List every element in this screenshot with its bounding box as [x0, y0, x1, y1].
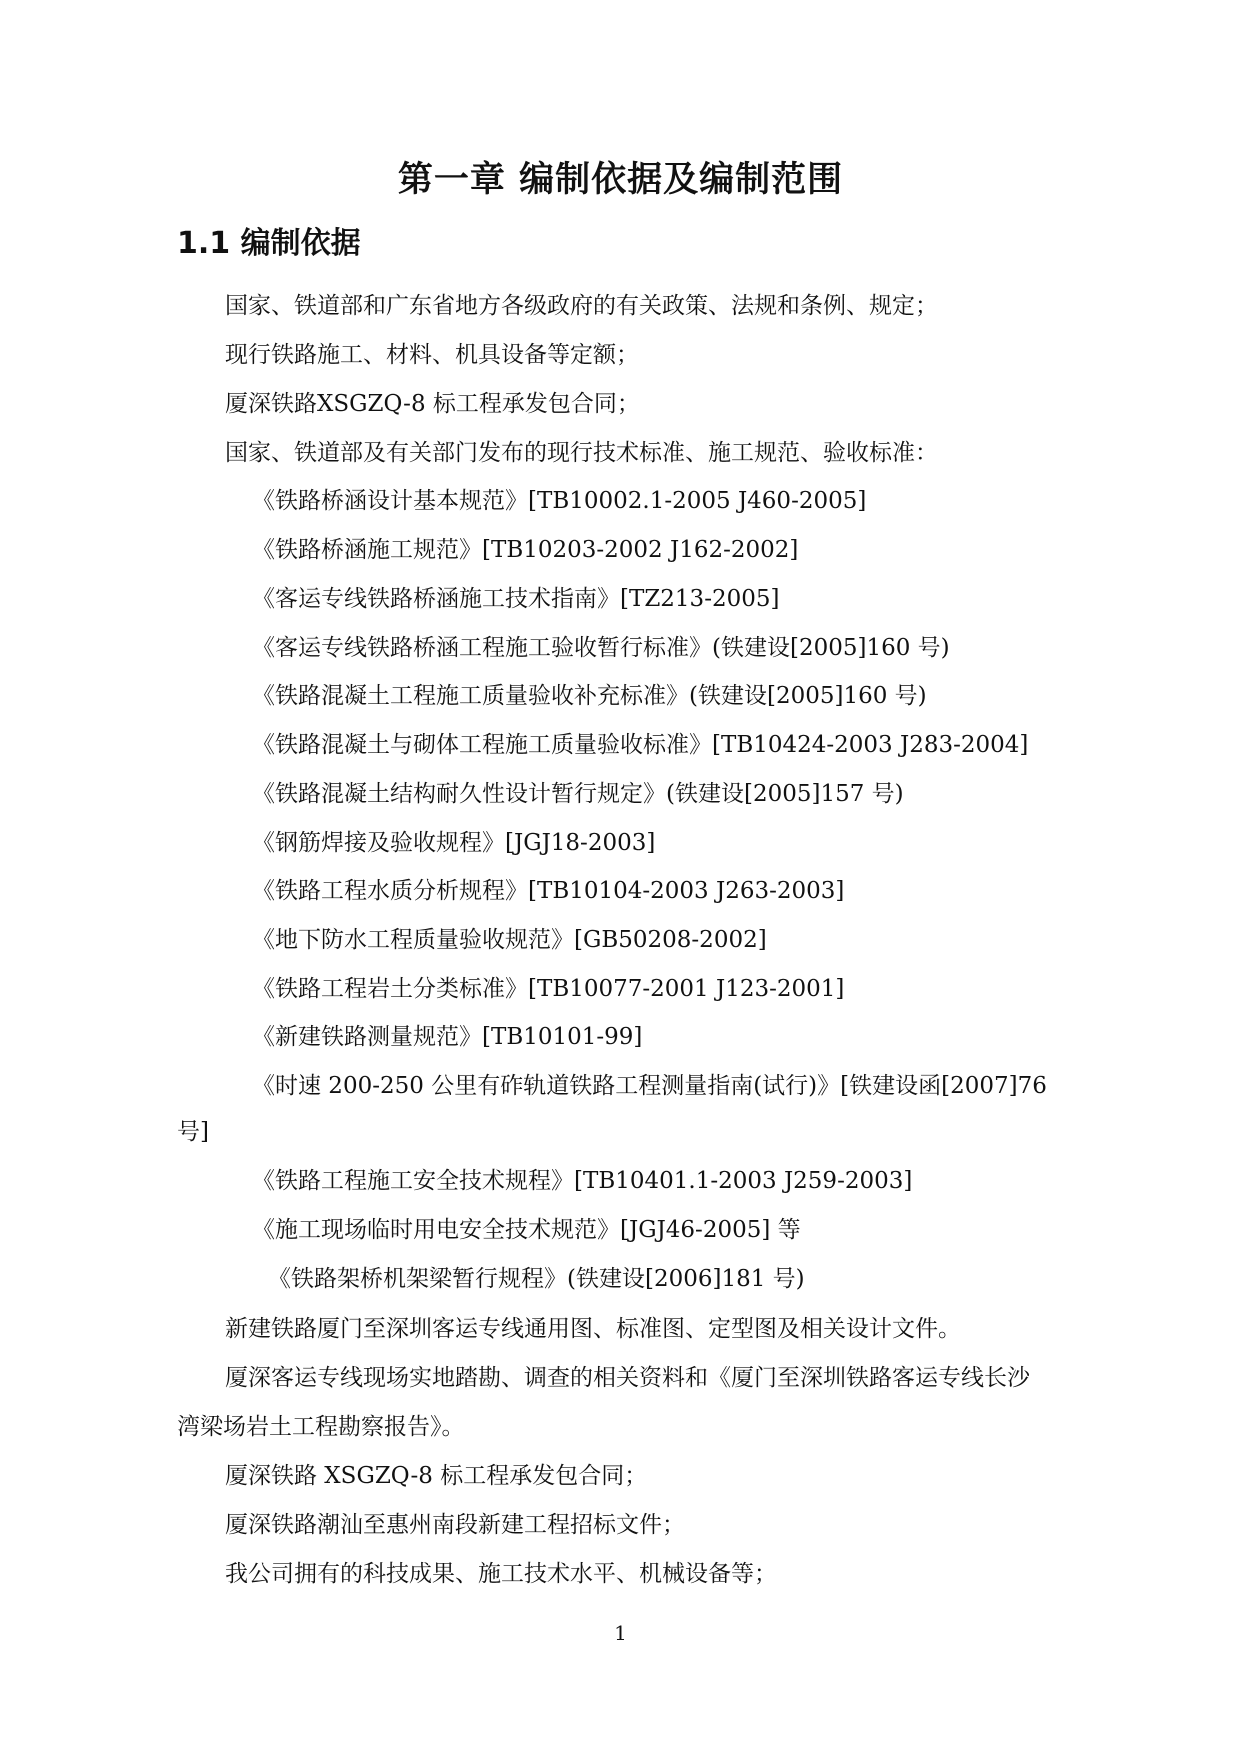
chapter-title: 第一章 编制依据及编制范围	[397, 160, 844, 200]
section-heading: 1.1 编制依据	[177, 226, 361, 261]
standard-item: 《铁路架桥机架梁暂行规程》(铁建设[2006]181 号)	[268, 1266, 805, 1292]
paragraph-standards-intro: 国家、铁道部及有关部门发布的现行技术标准、施工规范、验收标准：	[225, 440, 938, 466]
paragraph-policies: 国家、铁道部和广东省地方各级政府的有关政策、法规和条例、规定；	[225, 293, 938, 319]
paragraph-contract: 厦深铁路XSGZQ-8 标工程承发包合同；	[225, 391, 640, 417]
standard-item-continuation: 号]	[177, 1119, 209, 1145]
standard-item: 《铁路混凝土工程施工质量验收补充标准》(铁建设[2005]160 号)	[252, 683, 927, 709]
standard-item: 《钢筋焊接及验收规程》[JGJ18-2003]	[252, 830, 656, 856]
standard-item: 《铁路桥涵设计基本规范》[TB10002.1-2005 J460-2005]	[252, 488, 867, 514]
paragraph-quotas: 现行铁路施工、材料、机具设备等定额；	[225, 342, 639, 368]
standard-item: 《铁路工程岩土分类标准》[TB10077-2001 J123-2001]	[252, 976, 845, 1002]
standard-item: 《铁路工程施工安全技术规程》[TB10401.1-2003 J259-2003]	[252, 1168, 913, 1194]
paragraph-survey-continuation: 湾梁场岩土工程勘察报告》。	[177, 1414, 465, 1440]
page-number: 1	[614, 1621, 627, 1645]
standard-item: 《地下防水工程质量验收规范》[GB50208-2002]	[252, 927, 767, 953]
standard-item: 《客运专线铁路桥涵施工技术指南》[TZ213-2005]	[252, 586, 780, 612]
standard-item: 《铁路混凝土与砌体工程施工质量验收标准》[TB10424-2003 J283-2004]	[252, 732, 1029, 758]
standard-item: 《客运专线铁路桥涵工程施工验收暂行标准》(铁建设[2005]160 号)	[252, 635, 950, 661]
standard-item: 《时速 200-250 公里有砟轨道铁路工程测量指南(试行)》[铁建设函[2007]76	[252, 1073, 1047, 1099]
paragraph-company-capability: 我公司拥有的科技成果、施工技术水平、机械设备等；	[225, 1561, 777, 1587]
paragraph-survey: 厦深客运专线现场实地踏勘、调查的相关资料和《厦门至深圳铁路客运专线长沙	[225, 1365, 1030, 1391]
standard-item: 《新建铁路测量规范》[TB10101-99]	[252, 1024, 643, 1050]
paragraph-contract-2: 厦深铁路 XSGZQ-8 标工程承发包合同；	[225, 1463, 648, 1489]
standard-item: 《铁路混凝土结构耐久性设计暂行规定》(铁建设[2005]157 号)	[252, 781, 904, 807]
paragraph-design-docs: 新建铁路厦门至深圳客运专线通用图、标准图、定型图及相关设计文件。	[225, 1316, 961, 1342]
standard-item: 《铁路工程水质分析规程》[TB10104-2003 J263-2003]	[252, 878, 845, 904]
standard-item: 《施工现场临时用电安全技术规范》[JGJ46-2005] 等	[252, 1217, 801, 1243]
standard-item: 《铁路桥涵施工规范》[TB10203-2002 J162-2002]	[252, 537, 799, 563]
paragraph-tender-docs: 厦深铁路潮汕至惠州南段新建工程招标文件；	[225, 1512, 685, 1538]
